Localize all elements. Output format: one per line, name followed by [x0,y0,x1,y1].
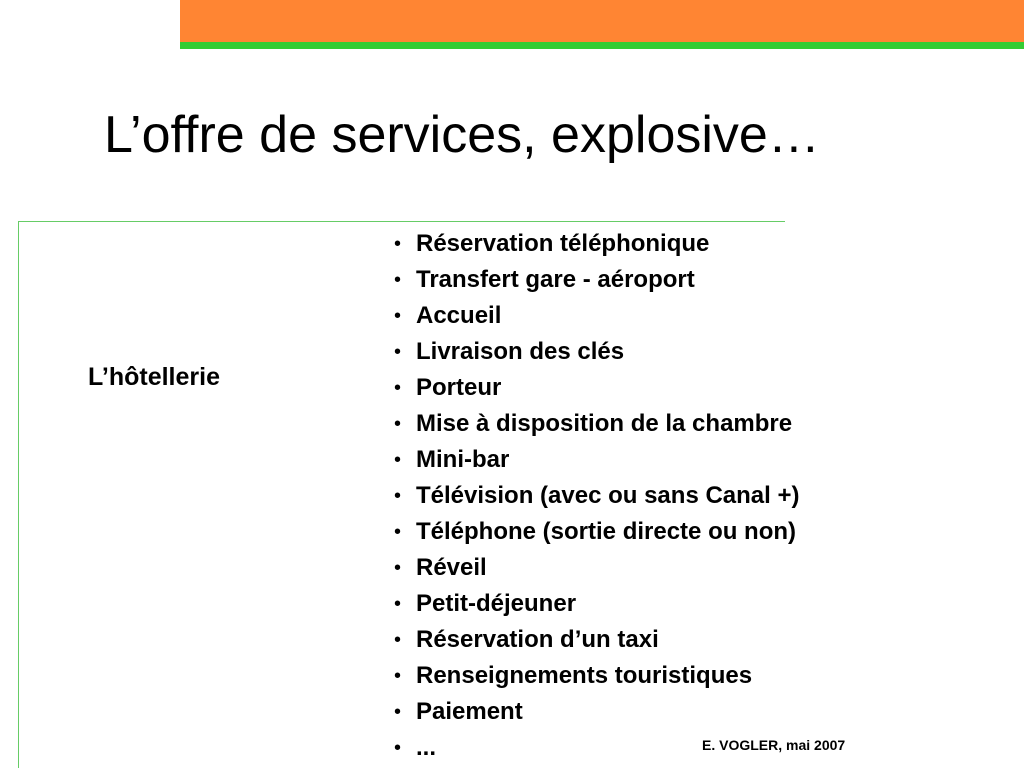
service-label: Petit-déjeuner [416,590,577,617]
bullet-icon: • [394,485,402,507]
list-item [394,478,799,514]
service-label: Télévision (avec ou sans Canal +) [416,482,800,509]
list-item [394,622,799,658]
header-orange-band [180,0,1024,42]
list-item [394,658,799,694]
bullet-icon: • [394,341,402,363]
service-label: Mise à disposition de la chambre [416,410,793,437]
service-label: Transfert gare - aéroport [416,266,695,293]
slide-title: L’offre de services, explosive… [104,106,820,164]
service-label: Réveil [416,554,487,581]
list-item [394,262,799,298]
bullet-icon: • [394,737,402,759]
list-item [394,226,799,262]
list-item [394,550,799,586]
service-label: Mini-bar [416,446,510,473]
content-frame-top-rule [18,221,785,222]
service-label: Téléphone (sortie directe ou non) [416,518,797,545]
bullet-icon: • [394,629,402,651]
list-item [394,370,799,406]
service-label: ... [416,734,437,761]
bullet-icon: • [394,377,402,399]
section-label: L’hôtellerie [88,363,220,391]
service-label: Réservation d’un taxi [416,626,659,653]
bullet-icon: • [394,557,402,579]
service-label: Réservation téléphonique [416,230,710,257]
list-item [394,406,799,442]
bullet-icon: • [394,413,402,435]
bullet-icon: • [394,593,402,615]
bullet-icon: • [394,521,402,543]
list-item [394,586,799,622]
service-label: Livraison des clés [416,338,625,365]
service-label: Accueil [416,302,502,329]
bullet-icon: • [394,305,402,327]
service-label: Renseignements touristiques [416,662,753,689]
service-list [394,226,799,766]
header-green-band [180,42,1024,49]
list-item [394,514,799,550]
list-item [394,298,799,334]
content-frame-left-rule [18,221,19,768]
bullet-icon: • [394,701,402,723]
bullet-icon: • [394,449,402,471]
footer-author-date: E. VOGLER, mai 2007 [702,737,846,753]
service-label: Porteur [416,374,502,401]
service-label: Paiement [416,698,523,725]
list-item [394,334,799,370]
bullet-icon: • [394,233,402,255]
list-item [394,442,799,478]
bullet-icon: • [394,269,402,291]
list-item [394,694,799,730]
bullet-icon: • [394,665,402,687]
